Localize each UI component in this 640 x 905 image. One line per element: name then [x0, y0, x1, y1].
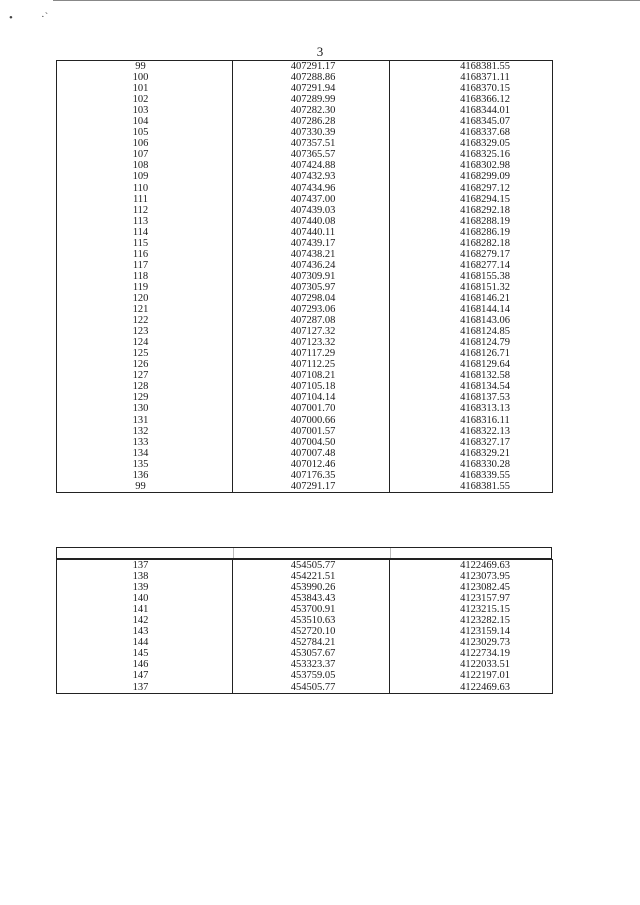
x-coordinate-cell: 407357.51 [233, 138, 390, 149]
y-coordinate-cell: 4123282.15 [390, 615, 553, 626]
x-coordinate-cell: 454221.51 [233, 571, 390, 582]
scan-mark-right: ·` [41, 11, 49, 23]
point-number-cell: 111 [57, 194, 233, 205]
point-number-cell: 142 [57, 615, 233, 626]
point-number-cell: 131 [57, 415, 233, 426]
table-row [57, 304, 553, 315]
separator-divider [390, 548, 391, 558]
table-row [57, 61, 553, 73]
table-row [57, 571, 553, 582]
y-coordinate-cell: 4168134.54 [390, 381, 553, 392]
table-row [57, 326, 553, 337]
table-row [57, 392, 553, 403]
table-row [57, 670, 553, 681]
table-row [57, 560, 553, 572]
point-number-cell: 137 [57, 560, 233, 572]
x-coordinate-cell: 407282.30 [233, 105, 390, 116]
y-coordinate-cell: 4168370.15 [390, 83, 553, 94]
y-coordinate-cell: 4123073.95 [390, 571, 553, 582]
table-separator-band [56, 547, 552, 559]
y-coordinate-cell: 4168286.19 [390, 227, 553, 238]
y-coordinate-cell: 4168316.11 [390, 415, 553, 426]
x-coordinate-cell: 407440.11 [233, 227, 390, 238]
point-number-cell: 112 [57, 205, 233, 216]
point-number-cell: 139 [57, 582, 233, 593]
x-coordinate-cell: 453843.43 [233, 593, 390, 604]
y-coordinate-cell: 4168297.12 [390, 183, 553, 194]
coordinates-table-2-body [57, 560, 553, 694]
point-number-cell: 110 [57, 183, 233, 194]
table-row [57, 260, 553, 271]
point-number-cell: 145 [57, 648, 233, 659]
point-number-cell: 123 [57, 326, 233, 337]
x-coordinate-cell: 453700.91 [233, 604, 390, 615]
point-number-cell: 99 [57, 481, 233, 493]
y-coordinate-cell: 4123215.15 [390, 604, 553, 615]
y-coordinate-cell: 4168381.55 [390, 481, 553, 493]
table-row [57, 481, 553, 493]
x-coordinate-cell: 407438.21 [233, 249, 390, 260]
table-row [57, 315, 553, 326]
point-number-cell: 108 [57, 160, 233, 171]
point-number-cell: 137 [57, 682, 233, 694]
point-number-cell: 121 [57, 304, 233, 315]
x-coordinate-cell: 407330.39 [233, 127, 390, 138]
y-coordinate-cell: 4168132.58 [390, 370, 553, 381]
table-row [57, 582, 553, 593]
y-coordinate-cell: 4168327.17 [390, 437, 553, 448]
table-row [57, 83, 553, 94]
x-coordinate-cell: 407291.17 [233, 61, 390, 73]
y-coordinate-cell: 4168294.15 [390, 194, 553, 205]
y-coordinate-cell: 4122469.63 [390, 682, 553, 694]
table-row [57, 205, 553, 216]
point-number-cell: 117 [57, 260, 233, 271]
table-row [57, 138, 553, 149]
table-row [57, 648, 553, 659]
table-row [57, 293, 553, 304]
y-coordinate-cell: 4168282.18 [390, 238, 553, 249]
y-coordinate-cell: 4168381.55 [390, 61, 553, 73]
x-coordinate-cell: 453759.05 [233, 670, 390, 681]
x-coordinate-cell: 407309.91 [233, 271, 390, 282]
y-coordinate-cell: 4168137.53 [390, 392, 553, 403]
table-row [57, 637, 553, 648]
table-row [57, 682, 553, 694]
table-row [57, 626, 553, 637]
point-number-cell: 101 [57, 83, 233, 94]
table-row [57, 94, 553, 105]
point-number-cell: 119 [57, 282, 233, 293]
coordinates-table-2 [56, 559, 553, 694]
point-number-cell: 132 [57, 426, 233, 437]
x-coordinate-cell: 407289.99 [233, 94, 390, 105]
y-coordinate-cell: 4168129.64 [390, 359, 553, 370]
table-row [57, 127, 553, 138]
x-coordinate-cell: 407001.57 [233, 426, 390, 437]
x-coordinate-cell: 407127.32 [233, 326, 390, 337]
table-row [57, 415, 553, 426]
x-coordinate-cell: 407291.94 [233, 83, 390, 94]
point-number-cell: 99 [57, 61, 233, 73]
x-coordinate-cell: 407305.97 [233, 282, 390, 293]
x-coordinate-cell: 407437.00 [233, 194, 390, 205]
point-number-cell: 135 [57, 459, 233, 470]
x-coordinate-cell: 407105.18 [233, 381, 390, 392]
x-coordinate-cell: 407432.93 [233, 171, 390, 182]
y-coordinate-cell: 4168279.17 [390, 249, 553, 260]
table-row [57, 593, 553, 604]
x-coordinate-cell: 407439.03 [233, 205, 390, 216]
table-row [57, 171, 553, 182]
y-coordinate-cell: 4168313.13 [390, 403, 553, 414]
x-coordinate-cell: 407436.24 [233, 260, 390, 271]
point-number-cell: 146 [57, 659, 233, 670]
point-number-cell: 130 [57, 403, 233, 414]
table-row [57, 227, 553, 238]
x-coordinate-cell: 453057.67 [233, 648, 390, 659]
point-number-cell: 134 [57, 448, 233, 459]
point-number-cell: 126 [57, 359, 233, 370]
page-number: 3 [316, 44, 324, 59]
table-row [57, 448, 553, 459]
x-coordinate-cell: 453990.26 [233, 582, 390, 593]
x-coordinate-cell: 407112.25 [233, 359, 390, 370]
point-number-cell: 118 [57, 271, 233, 282]
y-coordinate-cell: 4168143.06 [390, 315, 553, 326]
table-row [57, 426, 553, 437]
y-coordinate-cell: 4168337.68 [390, 127, 553, 138]
x-coordinate-cell: 453323.37 [233, 659, 390, 670]
x-coordinate-cell: 407440.08 [233, 216, 390, 227]
table-row [57, 359, 553, 370]
scan-top-edge [53, 0, 640, 1]
y-coordinate-cell: 4168330.28 [390, 459, 553, 470]
x-coordinate-cell: 452784.21 [233, 637, 390, 648]
x-coordinate-cell: 407001.70 [233, 403, 390, 414]
y-coordinate-cell: 4168124.79 [390, 337, 553, 348]
y-coordinate-cell: 4168277.14 [390, 260, 553, 271]
y-coordinate-cell: 4168339.55 [390, 470, 553, 481]
table-row [57, 348, 553, 359]
y-coordinate-cell: 4168292.18 [390, 205, 553, 216]
x-coordinate-cell: 407123.32 [233, 337, 390, 348]
y-coordinate-cell: 4168302.98 [390, 160, 553, 171]
point-number-cell: 109 [57, 171, 233, 182]
point-number-cell: 113 [57, 216, 233, 227]
point-number-cell: 102 [57, 94, 233, 105]
x-coordinate-cell: 407104.14 [233, 392, 390, 403]
point-number-cell: 136 [57, 470, 233, 481]
table-row [57, 381, 553, 392]
table-row [57, 249, 553, 260]
x-coordinate-cell: 407108.21 [233, 370, 390, 381]
y-coordinate-cell: 4168366.12 [390, 94, 553, 105]
y-coordinate-cell: 4123082.45 [390, 582, 553, 593]
y-coordinate-cell: 4168345.07 [390, 116, 553, 127]
table-row [57, 615, 553, 626]
x-coordinate-cell: 407117.29 [233, 348, 390, 359]
separator-divider [233, 548, 234, 558]
point-number-cell: 128 [57, 381, 233, 392]
y-coordinate-cell: 4168344.01 [390, 105, 553, 116]
y-coordinate-cell: 4122469.63 [390, 560, 553, 572]
y-coordinate-cell: 4168329.05 [390, 138, 553, 149]
table-row [57, 105, 553, 116]
x-coordinate-cell: 407000.66 [233, 415, 390, 426]
y-coordinate-cell: 4123157.97 [390, 593, 553, 604]
point-number-cell: 103 [57, 105, 233, 116]
table-row [57, 604, 553, 615]
x-coordinate-cell: 452720.10 [233, 626, 390, 637]
point-number-cell: 125 [57, 348, 233, 359]
point-number-cell: 141 [57, 604, 233, 615]
table-row [57, 216, 553, 227]
y-coordinate-cell: 4168155.38 [390, 271, 553, 282]
y-coordinate-cell: 4122734.19 [390, 648, 553, 659]
y-coordinate-cell: 4168144.14 [390, 304, 553, 315]
x-coordinate-cell: 407424.88 [233, 160, 390, 171]
table-row [57, 470, 553, 481]
y-coordinate-cell: 4168151.32 [390, 282, 553, 293]
point-number-cell: 147 [57, 670, 233, 681]
point-number-cell: 106 [57, 138, 233, 149]
y-coordinate-cell: 4168329.21 [390, 448, 553, 459]
point-number-cell: 120 [57, 293, 233, 304]
point-number-cell: 122 [57, 315, 233, 326]
table-row [57, 659, 553, 670]
x-coordinate-cell: 407365.57 [233, 149, 390, 160]
point-number-cell: 138 [57, 571, 233, 582]
table-row [57, 403, 553, 414]
y-coordinate-cell: 4168126.71 [390, 348, 553, 359]
table-row [57, 271, 553, 282]
table-row [57, 370, 553, 381]
point-number-cell: 105 [57, 127, 233, 138]
table-row [57, 437, 553, 448]
x-coordinate-cell: 454505.77 [233, 682, 390, 694]
table-row [57, 183, 553, 194]
y-coordinate-cell: 4123159.14 [390, 626, 553, 637]
y-coordinate-cell: 4168371.11 [390, 72, 553, 83]
y-coordinate-cell: 4168124.85 [390, 326, 553, 337]
coordinates-table-1-body [57, 61, 553, 493]
point-number-cell: 100 [57, 72, 233, 83]
y-coordinate-cell: 4122033.51 [390, 659, 553, 670]
y-coordinate-cell: 4123029.73 [390, 637, 553, 648]
x-coordinate-cell: 453510.63 [233, 615, 390, 626]
point-number-cell: 129 [57, 392, 233, 403]
y-coordinate-cell: 4168325.16 [390, 149, 553, 160]
point-number-cell: 127 [57, 370, 233, 381]
scan-mark-left: • [9, 12, 13, 24]
table-row [57, 459, 553, 470]
point-number-cell: 124 [57, 337, 233, 348]
y-coordinate-cell: 4168288.19 [390, 216, 553, 227]
x-coordinate-cell: 407298.04 [233, 293, 390, 304]
coordinates-table-1 [56, 60, 553, 493]
point-number-cell: 114 [57, 227, 233, 238]
point-number-cell: 140 [57, 593, 233, 604]
point-number-cell: 115 [57, 238, 233, 249]
y-coordinate-cell: 4122197.01 [390, 670, 553, 681]
x-coordinate-cell: 407287.08 [233, 315, 390, 326]
point-number-cell: 116 [57, 249, 233, 260]
table-row [57, 238, 553, 249]
x-coordinate-cell: 407286.28 [233, 116, 390, 127]
x-coordinate-cell: 407439.17 [233, 238, 390, 249]
table-row [57, 72, 553, 83]
x-coordinate-cell: 407007.48 [233, 448, 390, 459]
table-row [57, 160, 553, 171]
x-coordinate-cell: 407293.06 [233, 304, 390, 315]
x-coordinate-cell: 407012.46 [233, 459, 390, 470]
y-coordinate-cell: 4168322.13 [390, 426, 553, 437]
x-coordinate-cell: 454505.77 [233, 560, 390, 572]
x-coordinate-cell: 407434.96 [233, 183, 390, 194]
table-row [57, 282, 553, 293]
table-row [57, 116, 553, 127]
table-row [57, 149, 553, 160]
y-coordinate-cell: 4168299.09 [390, 171, 553, 182]
point-number-cell: 144 [57, 637, 233, 648]
x-coordinate-cell: 407004.50 [233, 437, 390, 448]
point-number-cell: 133 [57, 437, 233, 448]
x-coordinate-cell: 407288.86 [233, 72, 390, 83]
point-number-cell: 104 [57, 116, 233, 127]
y-coordinate-cell: 4168146.21 [390, 293, 553, 304]
table-row [57, 337, 553, 348]
x-coordinate-cell: 407176.35 [233, 470, 390, 481]
point-number-cell: 143 [57, 626, 233, 637]
x-coordinate-cell: 407291.17 [233, 481, 390, 493]
table-row [57, 194, 553, 205]
point-number-cell: 107 [57, 149, 233, 160]
